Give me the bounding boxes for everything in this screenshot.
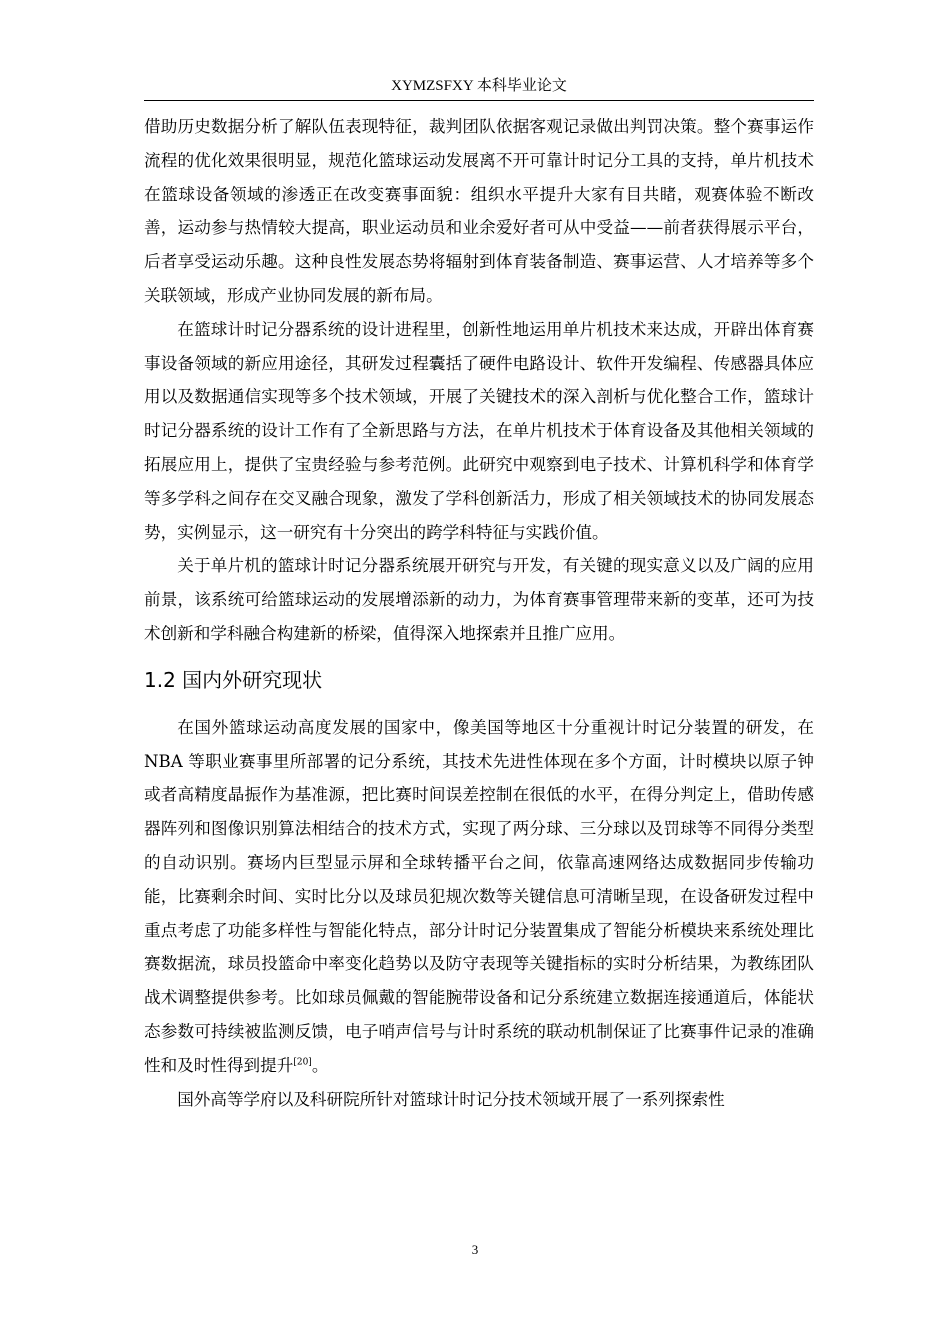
page-number: 3: [471, 1242, 479, 1257]
section-heading: 1.2 国内外研究现状: [144, 667, 323, 692]
paragraph-4-text: 在国外篮球运动高度发展的国家中，像美国等地区十分重视计时记分装置的研发，在 NBA 等职业赛事里所部署的记分系统，其技术先进性体现在多个方面，计时模块以原子钟或者高精度晶振作为基准源，把比赛时间误差控制在很低的水平，在得分判定上，借助传感器阵列和图像识别算法相结合的技术方式，实现了两分球、三分球以及罚球等不同得分类型的自动识别。赛场内巨型显示屏和全球转播平台之间，依靠高速网络达成数据同步传输功能，比赛剩余时间、实时比分以及球员犯规次数等关键信息可清晰呈现，在设备研发过程中重点考虑了功能多样性与智能化特点，部分计时记分装置集成了智能分析模块来系统处理比赛数据流，球员投篮命中率变化趋势以及防守表现等关键指标的实时分析结果，为教练团队战术调整提供参考。比如球员佩戴的智能腕带设备和记分系统建立数据连接通道后，体能状态参数可持续被监测反馈，电子哨声信号与计时系统的联动机制保证了比赛事件记录的准确性和及时性得到提升: [144, 717, 814, 1075]
citation-marker: [20]: [293, 1057, 312, 1068]
document-body: [144, 110, 814, 1116]
paragraph-4-end: 。: [311, 1055, 329, 1075]
paragraph-3: 关于单片机的篮球计时记分器系统展开研究与开发，有关键的现实意义以及广阔的应用前景，该系统可给篮球运动的发展增添新的动力，为体育赛事管理带来新的变革，还可为技术创新和学科融合构建新的桥梁，值得深入地探索并且推广应用。: [144, 556, 814, 643]
paragraph-2: 在篮球计时记分器系统的设计进程里，创新性地运用单片机技术来达成，开辟出体育赛事设备领域的新应用途径，其研发过程囊括了硬件电路设计、软件开发编程、传感器具体应用以及数据通信实现等多个技术领域，开展了关键技术的深入剖析与优化整合工作，篮球计时记分器系统的设计工作有了全新思路与方法，在单片机技术于体育设备及其他相关领域的拓展应用上，提供了宝贵经验与参考范例。此研究中观察到电子技术、计算机科学和体育学等多学科之间存在交叉融合现象，激发了学科创新活力，形成了相关领域技术的协同发展态势，实例显示，这一研究有十分突出的跨学科特征与实践价值。: [144, 319, 814, 542]
paragraph-5: 国外高等学府以及科研院所针对篮球计时记分技术领域开展了一系列探索性: [177, 1089, 725, 1109]
paragraph-4: [144, 711, 814, 1083]
page-header: XYMZSFXY 本科毕业论文: [391, 78, 567, 94]
paragraph-1: 借助历史数据分析了解队伍表现特征，裁判团队依据客观记录做出判罚决策。整个赛事运作流程的优化效果很明显，规范化篮球运动发展离不开可靠计时记分工具的支持，单片机技术在篮球设备领域的渗透正在改变赛事面貌：组织水平提升大家有目共睹，观赛体验不断改善，运动参与热情较大提高，职业运动员和业余爱好者可从中受益——前者获得展示平台，后者享受运动乐趣。这种良性发展态势将辐射到体育装备制造、赛事运营、人才培养等多个关联领域，形成产业协同发展的新布局。: [144, 117, 814, 305]
header-divider: [144, 100, 814, 101]
